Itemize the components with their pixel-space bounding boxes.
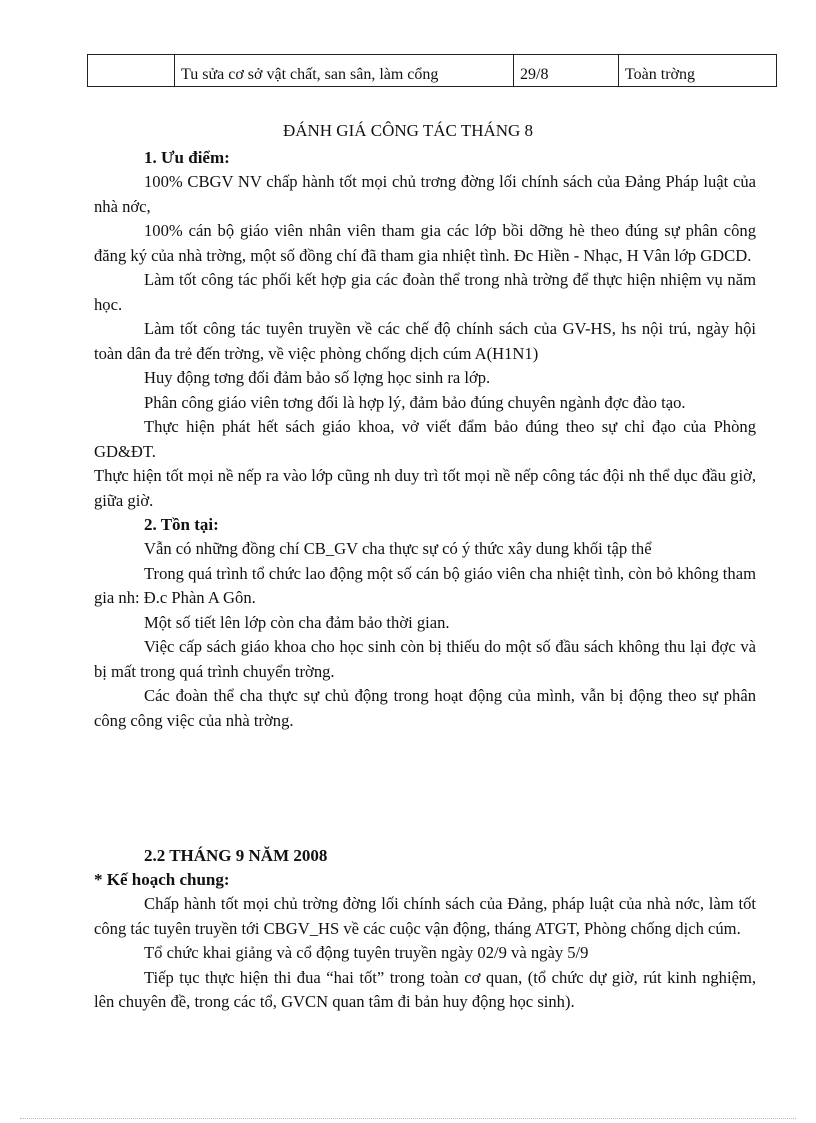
paragraph: Trong quá trình tổ chức lao động một số cán bộ giáo viên cha nhiệt tình, còn bỏ không tham gia nh: Đ.c Phàn A Gôn.: [94, 563, 756, 607]
plan-section: [94, 844, 756, 1015]
paragraph: Thực hiện phát hết sách giáo khoa, vở viết đẩm bảo đúng theo sự chỉ đạo của Phòng GD&ĐT.: [94, 417, 756, 461]
paragraph: Thực hiện tốt mọi nề nếp ra vào lớp cũng nh duy trì tốt mọi nề nếp công tác đội nh thể dục đầu giờ, giữa giờ.: [94, 466, 756, 510]
paragraph: 100% cán bộ giáo viên nhân viên tham gia các lớp bồi dỡng hè theo đúng sự phân công đăng ký của nhà trờng, một số đồng chí đã tham gia nhiệt tình. Đc Hiền - Nhạc, H Vân lớp GDCD.: [94, 221, 756, 265]
table-cell: [88, 55, 175, 87]
paragraph: Các đoàn thể cha thực sự chủ động trong hoạt động của mình, vẫn bị động theo sự phân công công việc của nhà trờng.: [94, 686, 756, 730]
table-cell: Toàn trờng: [619, 55, 777, 87]
paragraph: Tổ chức khai giảng và cổ động tuyên truyền ngày 02/9 và ngày 5/9: [144, 943, 589, 962]
subheading: * Kế hoạch chung:: [94, 870, 230, 889]
paragraph: Việc cấp sách giáo khoa cho học sinh còn bị thiếu do một số đầu sách không thu lại đợc và bị mất trong quá trình chuyển trờng.: [94, 637, 756, 681]
section-heading: 2. Tồn tại:: [144, 515, 219, 534]
paragraph: Tiếp tục thực hiện thi đua “hai tốt” trong toàn cơ quan, (tổ chức dự giờ, rút kinh nghiệm, lên chuyên đề, trong các tổ, GVCN quan tâm đi bản huy động học sinh).: [94, 967, 756, 1011]
paragraph: Huy động tơng đối đảm bảo số lợng học sinh ra lớp.: [144, 368, 491, 387]
table-row: [88, 55, 777, 87]
paragraph: Phân công giáo viên tơng đối là hợp lý, đảm bảo đúng chuyên ngành đợc đào tạo.: [144, 392, 686, 412]
section-heading: 1. Ưu điểm:: [144, 148, 230, 167]
table-cell: Tu sửa cơ sở vật chất, san sân, làm cổng: [175, 55, 514, 87]
paragraph: Làm tốt công tác phối kết hợp gia các đoàn thể trong nhà trờng để thực hiện nhiệm vụ năm học.: [94, 270, 756, 314]
page-bottom-divider: [20, 1118, 796, 1119]
evaluation-section: [94, 146, 756, 733]
paragraph: 100% CBGV NV chấp hành tốt mọi chủ trơng đờng lối chính sách của Đảng Pháp luật của nhà nớc,: [94, 172, 756, 216]
paragraph: Vẫn có những đồng chí CB_GV cha thực sự có ý thức xây dung khối tập thể: [144, 539, 652, 558]
paragraph: Chấp hành tốt mọi chủ trờng đờng lối chính sách của Đảng, pháp luật của nhà nớc, làm tốt công tác tuyên truyền tới CBGV_HS về các cuộc vận động, tháng ATGT, Phòng chống dịch cúm.: [94, 894, 756, 938]
paragraph: Làm tốt công tác tuyên truyền về các chế độ chính sách của GV-HS, hs nội trú, ngày hội toàn dân đa trẻ đến trờng, về việc phòng chống dịch cúm A(H1N1): [94, 319, 756, 363]
table-cell: 29/8: [514, 55, 619, 87]
paragraph: Một số tiết lên lớp còn cha đảm bảo thời gian.: [144, 612, 450, 632]
activity-table: [87, 54, 777, 87]
page-title: ĐÁNH GIÁ CÔNG TÁC THÁNG 8: [282, 121, 534, 140]
section-heading: 2.2 THÁNG 9 NĂM 2008: [144, 846, 328, 865]
